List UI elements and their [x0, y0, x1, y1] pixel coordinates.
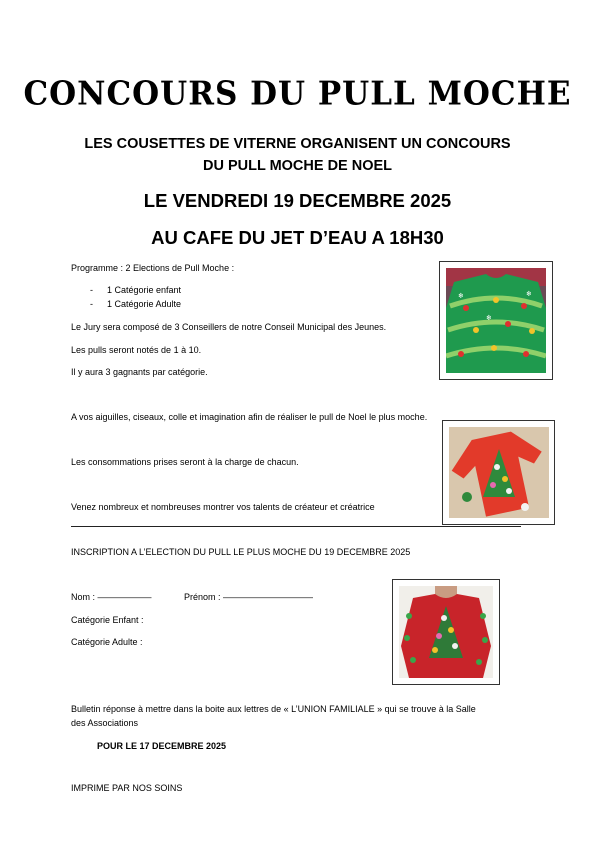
list-dash: -: [90, 285, 93, 295]
prenom-field: Prénom : ——————————: [184, 592, 314, 602]
cat-enfant-field: Catégorie Enfant :: [71, 615, 144, 625]
footer-text: IMPRIME PAR NOS SOINS: [71, 783, 183, 793]
bulletin-line-1: Bulletin réponse à mettre dans la boite aux lettres de « L’UNION FAMILIALE » qui se trouve à la Salle: [71, 704, 476, 714]
category-label: 1 Catégorie enfant: [107, 285, 182, 295]
svg-text:❄: ❄: [486, 314, 492, 322]
event-place: AU CAFE DU JET D’EAU A 18H30: [151, 227, 444, 248]
call-text: A vos aiguilles, ciseaux, colle et imagination afin de réaliser le pull de Noel le plus moche.: [71, 412, 428, 422]
red-sweater-image: [449, 427, 549, 518]
page-title: CONCOURS DU PULL MOCHE: [23, 75, 572, 113]
jury-text: Le Jury sera composé de 3 Conseillers de notre Conseil Municipal des Jeunes.: [71, 322, 387, 332]
notes-text: Les pulls seront notés de 1 à 10.: [71, 345, 202, 355]
list-dash: -: [90, 299, 93, 309]
green-christmas-sweater-photo: [439, 261, 553, 380]
worn-red-christmas-sweater-photo: [392, 579, 500, 685]
separator-line: [71, 526, 521, 527]
category-item: [90, 298, 181, 310]
deadline-text: POUR LE 17 DECEMBRE 2025: [97, 741, 227, 751]
category-item: [90, 284, 181, 296]
programme-text: Programme : 2 Elections de Pull Moche :: [71, 263, 235, 273]
welcome-text: Venez nombreux et nombreuses montrer vos talents de créateur et créatrice: [71, 502, 375, 512]
nom-field: Nom : ——————: [71, 592, 152, 602]
drinks-text: Les consommations prises seront à la charge de chacun.: [71, 457, 299, 467]
subtitle-line-1: LES COUSETTES DE VITERNE ORGANISENT UN CONCOURS: [84, 136, 511, 152]
worn-sweater-image: [399, 586, 493, 678]
subtitle-line-2: DU PULL MOCHE DE NOEL: [202, 158, 393, 174]
event-date: LE VENDREDI 19 DECEMBRE 2025: [143, 190, 452, 211]
cat-adulte-field: Catégorie Adulte :: [71, 637, 143, 647]
winners-text: Il y aura 3 gagnants par catégorie.: [71, 367, 208, 377]
red-christmas-sweater-photo: [442, 420, 555, 525]
svg-text:❄: ❄: [458, 292, 464, 300]
bulletin-line-2: des Associations: [71, 718, 139, 728]
category-label: 1 Catégorie Adulte: [107, 299, 182, 309]
svg-text:❄: ❄: [526, 290, 532, 298]
inscription-heading: INSCRIPTION A L’ELECTION DU PULL LE PLUS MOCHE DU 19 DECEMBRE 2025: [71, 547, 411, 557]
green-sweater-image: [446, 268, 546, 373]
